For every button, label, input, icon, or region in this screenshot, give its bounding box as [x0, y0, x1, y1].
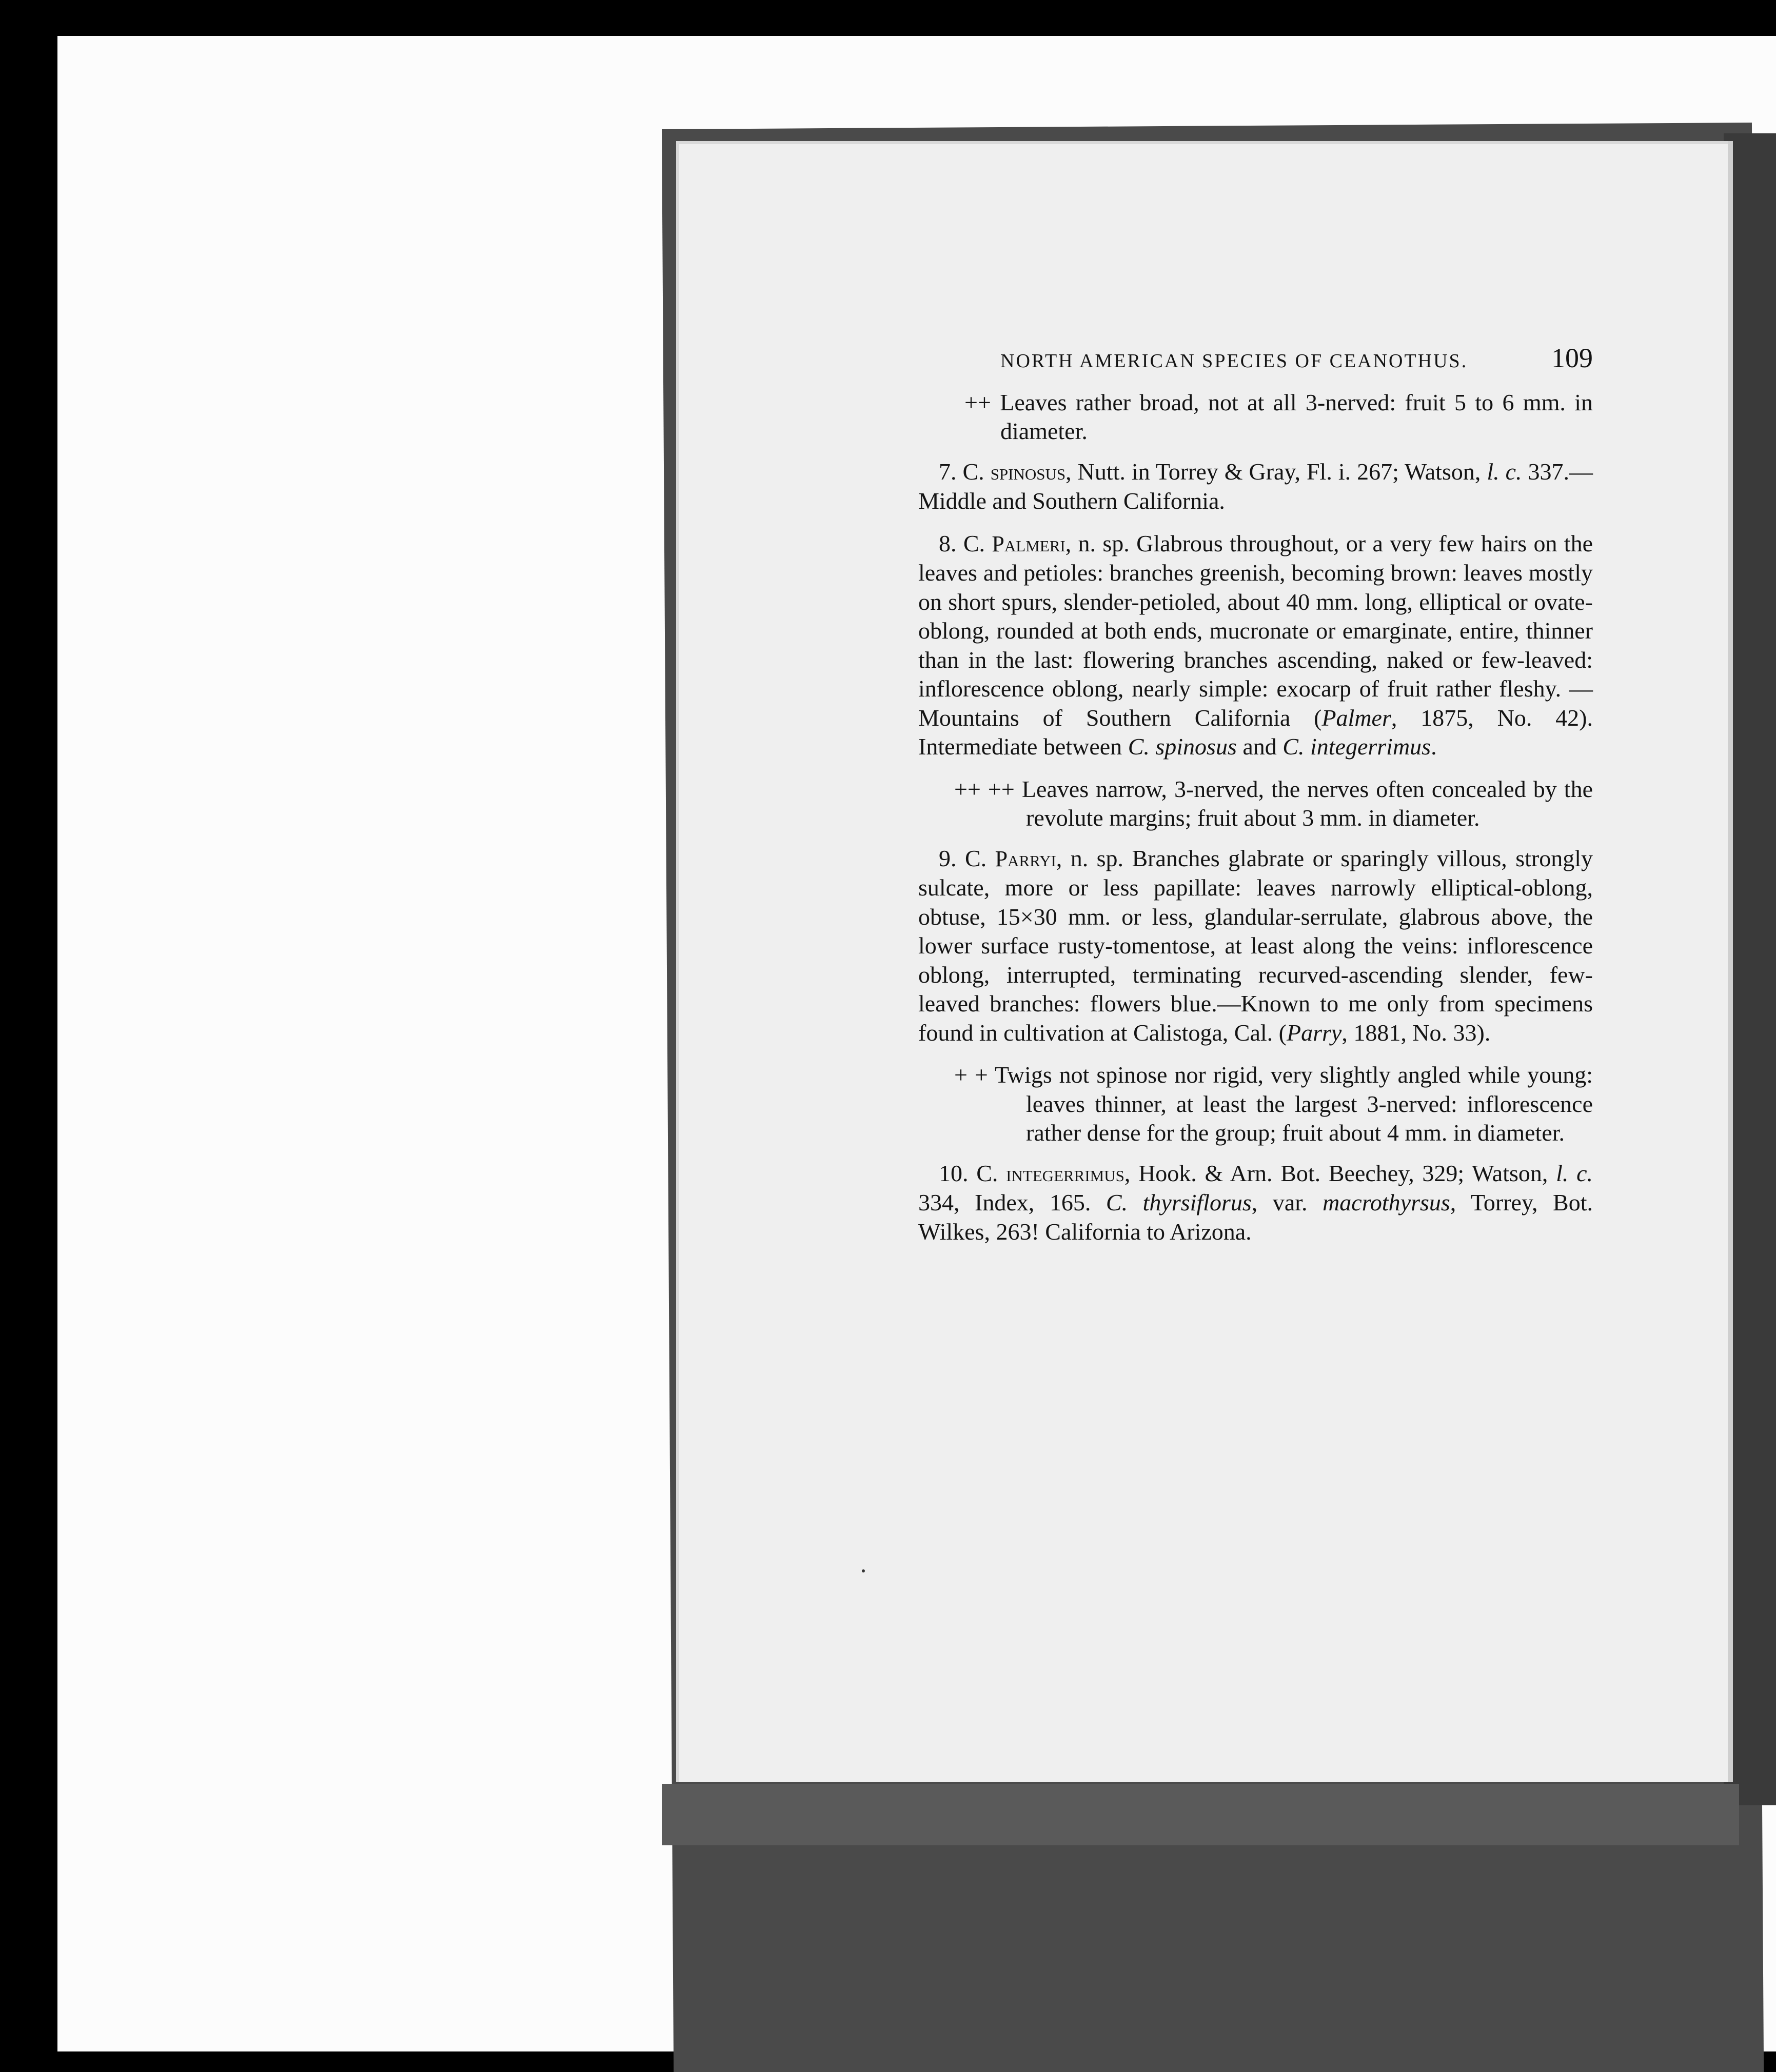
entry-text: , n. sp. Glabrous throughout, or a very few hairs on the leaves and petioles: branches greenish, becoming brown: leaves mostly on short spurs, slender-petioled, about 40 mm. long, elliptical or ovate-oblong, rounded at both ends, mucronate or emarginate, entire, thinner than in the last: flowering branches ascending, naked or few-leaved: inflorescence oblong, nearly simple: exocarp of fruit rather fleshy. — Mountains of Southern California (	[918, 530, 1593, 731]
species-name: Palmeri	[992, 531, 1065, 556]
genus-abbrev: C.	[976, 1160, 998, 1186]
collector-name: Parry	[1287, 1019, 1342, 1046]
key-line-1	[918, 388, 1593, 446]
entry-text: , Nutt. in Torrey & Gray, Fl. i. 267; Watson,	[1065, 458, 1487, 485]
page-number: 109	[1551, 343, 1593, 373]
entry-text: 337.—Middle and Southern California.	[918, 458, 1593, 514]
species-name: integerrimus	[1006, 1161, 1124, 1186]
page-content	[918, 344, 1593, 1260]
genus-abbrev: C.	[962, 458, 984, 485]
entry-text: , 1881, No. 33).	[1341, 1019, 1491, 1046]
collector-name: Palmer	[1321, 704, 1391, 731]
key-marker: ++	[964, 389, 991, 415]
entry-number: 8.	[939, 530, 957, 556]
entry-text: , n. sp. Branches glabrate or sparingly villous, strongly sulcate, more or less papillate: leaves narrowly elliptical-oblong, obtuse, 15×30 mm. or less, glandular-serrulate, glabrous above, the lower surface rusty-tomentose, at least along the veins: inflorescence oblong, interrupted, terminating recurved-ascending slender, few-leaved branches: flowers blue.—Known to me only from specimens found in cultivation at Calistoga, Cal. (	[918, 845, 1593, 1046]
species-entry-8	[918, 529, 1593, 762]
species-entry-7	[918, 457, 1593, 516]
entry-text: , var.	[1251, 1189, 1323, 1216]
species-entry-10	[918, 1159, 1593, 1247]
loc-cit: l. c.	[1487, 458, 1522, 485]
entry-text: .	[1431, 733, 1437, 760]
key-line-3	[918, 1061, 1593, 1148]
running-title: NORTH AMERICAN SPECIES OF CEANOTHUS.	[1000, 350, 1468, 372]
speck	[862, 1569, 865, 1572]
entry-number: 9.	[939, 845, 957, 871]
entry-text: , Torrey, Bot. Wilkes, 263! California to Arizona.	[918, 1189, 1593, 1245]
species-name: spinosus	[990, 459, 1066, 485]
genus-abbrev: C.	[963, 530, 985, 556]
page-header	[918, 344, 1593, 376]
key-line-2	[918, 775, 1593, 833]
key-marker: + +	[954, 1062, 988, 1088]
species-name: Parryi	[995, 846, 1056, 871]
entry-text: , Hook. & Arn. Bot. Beechey, 329; Watson,	[1124, 1160, 1556, 1186]
entry-text: , 1875, No. 42). Intermediate between	[918, 704, 1593, 760]
loc-cit: l. c.	[1556, 1160, 1593, 1186]
page-bottom-edge	[662, 1784, 1739, 1845]
synonym-name: C. thyrsiflorus	[1106, 1189, 1252, 1216]
key-text: Leaves rather broad, not at all 3-nerved: fruit 5 to 6 mm. in diameter.	[1000, 389, 1593, 444]
key-text: Twigs not spinose nor rigid, very slightly angled while young: leaves thinner, at least the largest 3-nerved: inflorescence rather dense for the group; fruit about 4 mm. in diameter.	[994, 1062, 1593, 1146]
entry-number: 7.	[939, 458, 957, 485]
variety-name: macrothyrsus	[1323, 1189, 1450, 1216]
entry-text: 334, Index, 165.	[918, 1189, 1106, 1216]
key-marker: ++ ++	[954, 775, 1015, 802]
genus-abbrev: C.	[964, 845, 987, 871]
entry-text: and	[1236, 733, 1283, 760]
entry-number: 10.	[939, 1160, 969, 1186]
compared-species: C. spinosus	[1128, 733, 1237, 760]
compared-species: C. integerrimus	[1282, 733, 1431, 760]
key-text: Leaves narrow, 3-nerved, the nerves often concealed by the revolute margins; fruit about 3 mm. in diameter.	[1021, 775, 1593, 831]
species-entry-9	[918, 844, 1593, 1048]
